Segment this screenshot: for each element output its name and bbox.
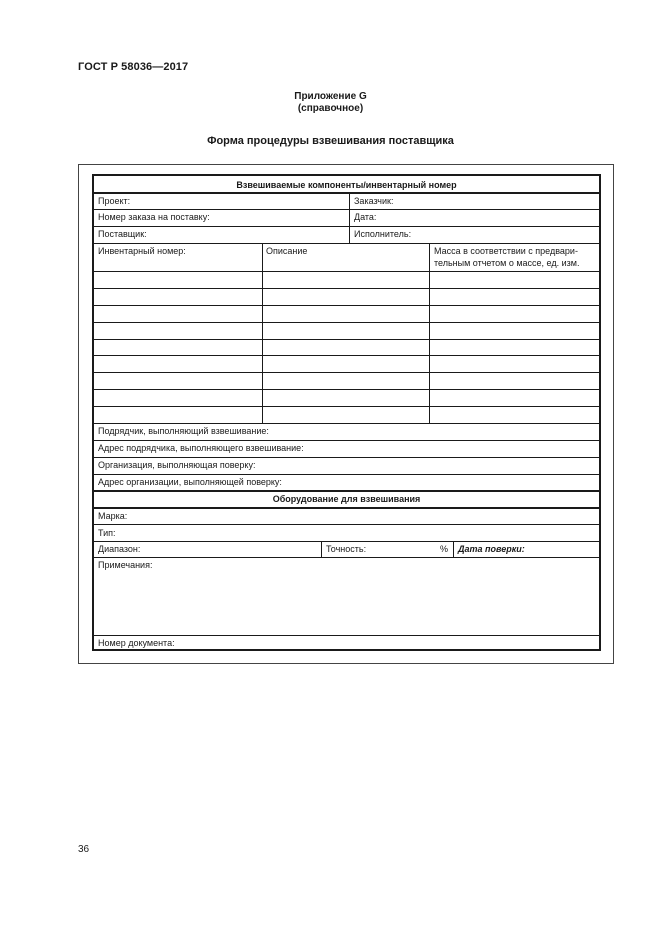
project-field-label: Проект: xyxy=(98,196,131,206)
table-row-line xyxy=(94,322,599,323)
divider xyxy=(94,507,599,509)
verifier-address-field-label: Адрес организации, выполняющей поверку: xyxy=(98,477,282,487)
divider xyxy=(94,474,599,475)
column-divider xyxy=(349,193,350,243)
notes-field-label: Примечания: xyxy=(98,560,153,570)
table-row-line xyxy=(94,288,599,289)
divider xyxy=(94,557,599,558)
contractor-field-label: Подрядчик, выполняющий взвешивание: xyxy=(98,426,269,436)
column-header-description: Описание xyxy=(266,246,308,256)
table-row-line xyxy=(94,372,599,373)
divider xyxy=(94,243,599,244)
divider xyxy=(94,209,599,210)
divider xyxy=(94,192,599,194)
divider xyxy=(94,524,599,525)
table-row-line xyxy=(94,406,599,407)
document-standard-number: ГОСТ Р 58036—2017 xyxy=(78,61,189,73)
verification-date-field-label: Дата поверки: xyxy=(458,544,525,554)
verifier-field-label: Организация, выполняющая поверку: xyxy=(98,460,256,470)
weighing-form xyxy=(92,174,601,651)
annex-subtitle: (справочное) xyxy=(297,103,364,114)
range-field-label: Диапазон: xyxy=(98,544,141,554)
page-number: 36 xyxy=(78,844,90,855)
divider xyxy=(94,541,599,542)
table-row-line xyxy=(94,423,599,424)
divider xyxy=(94,635,599,636)
percent-sign: % xyxy=(440,544,449,554)
section-components-title: Взвешиваемые компоненты/инвентарный номер xyxy=(236,180,457,190)
type-field-label: Тип: xyxy=(98,528,116,538)
executor-field-label: Исполнитель: xyxy=(354,229,412,239)
divider xyxy=(94,457,599,458)
table-row-line xyxy=(94,389,599,390)
section-equipment-title: Оборудование для взвешивания xyxy=(272,494,421,504)
column-header-inventory: Инвентарный номер: xyxy=(98,246,186,256)
table-row-line xyxy=(94,355,599,356)
contractor-address-field-label: Адрес подрядчика, выполняющего взвешивание: xyxy=(98,443,304,453)
table-column-divider xyxy=(429,243,430,423)
divider xyxy=(94,271,599,272)
date-field-label: Дата: xyxy=(354,212,377,222)
divider xyxy=(94,226,599,227)
divider xyxy=(94,490,599,492)
table-column-divider xyxy=(262,243,263,423)
customer-field-label: Заказчик: xyxy=(354,196,394,206)
column-divider xyxy=(321,541,322,557)
accuracy-field-label: Точность: xyxy=(326,544,367,554)
column-divider xyxy=(453,541,454,557)
supplier-field-label: Поставщик: xyxy=(98,229,147,239)
table-row-line xyxy=(94,339,599,340)
form-title: Форма процедуры взвешивания поставщика xyxy=(207,135,454,147)
order-number-field-label: Номер заказа на поставку: xyxy=(98,212,210,222)
divider xyxy=(94,440,599,441)
column-header-mass-line2: тельным отчетом о массе, ед. изм. xyxy=(434,258,580,268)
brand-field-label: Марка: xyxy=(98,511,128,521)
table-row-line xyxy=(94,305,599,306)
document-number-field-label: Номер документа: xyxy=(98,638,175,648)
column-header-mass-line1: Масса в соответствии с предвари- xyxy=(434,246,578,256)
annex-title: Приложение G xyxy=(294,91,367,102)
